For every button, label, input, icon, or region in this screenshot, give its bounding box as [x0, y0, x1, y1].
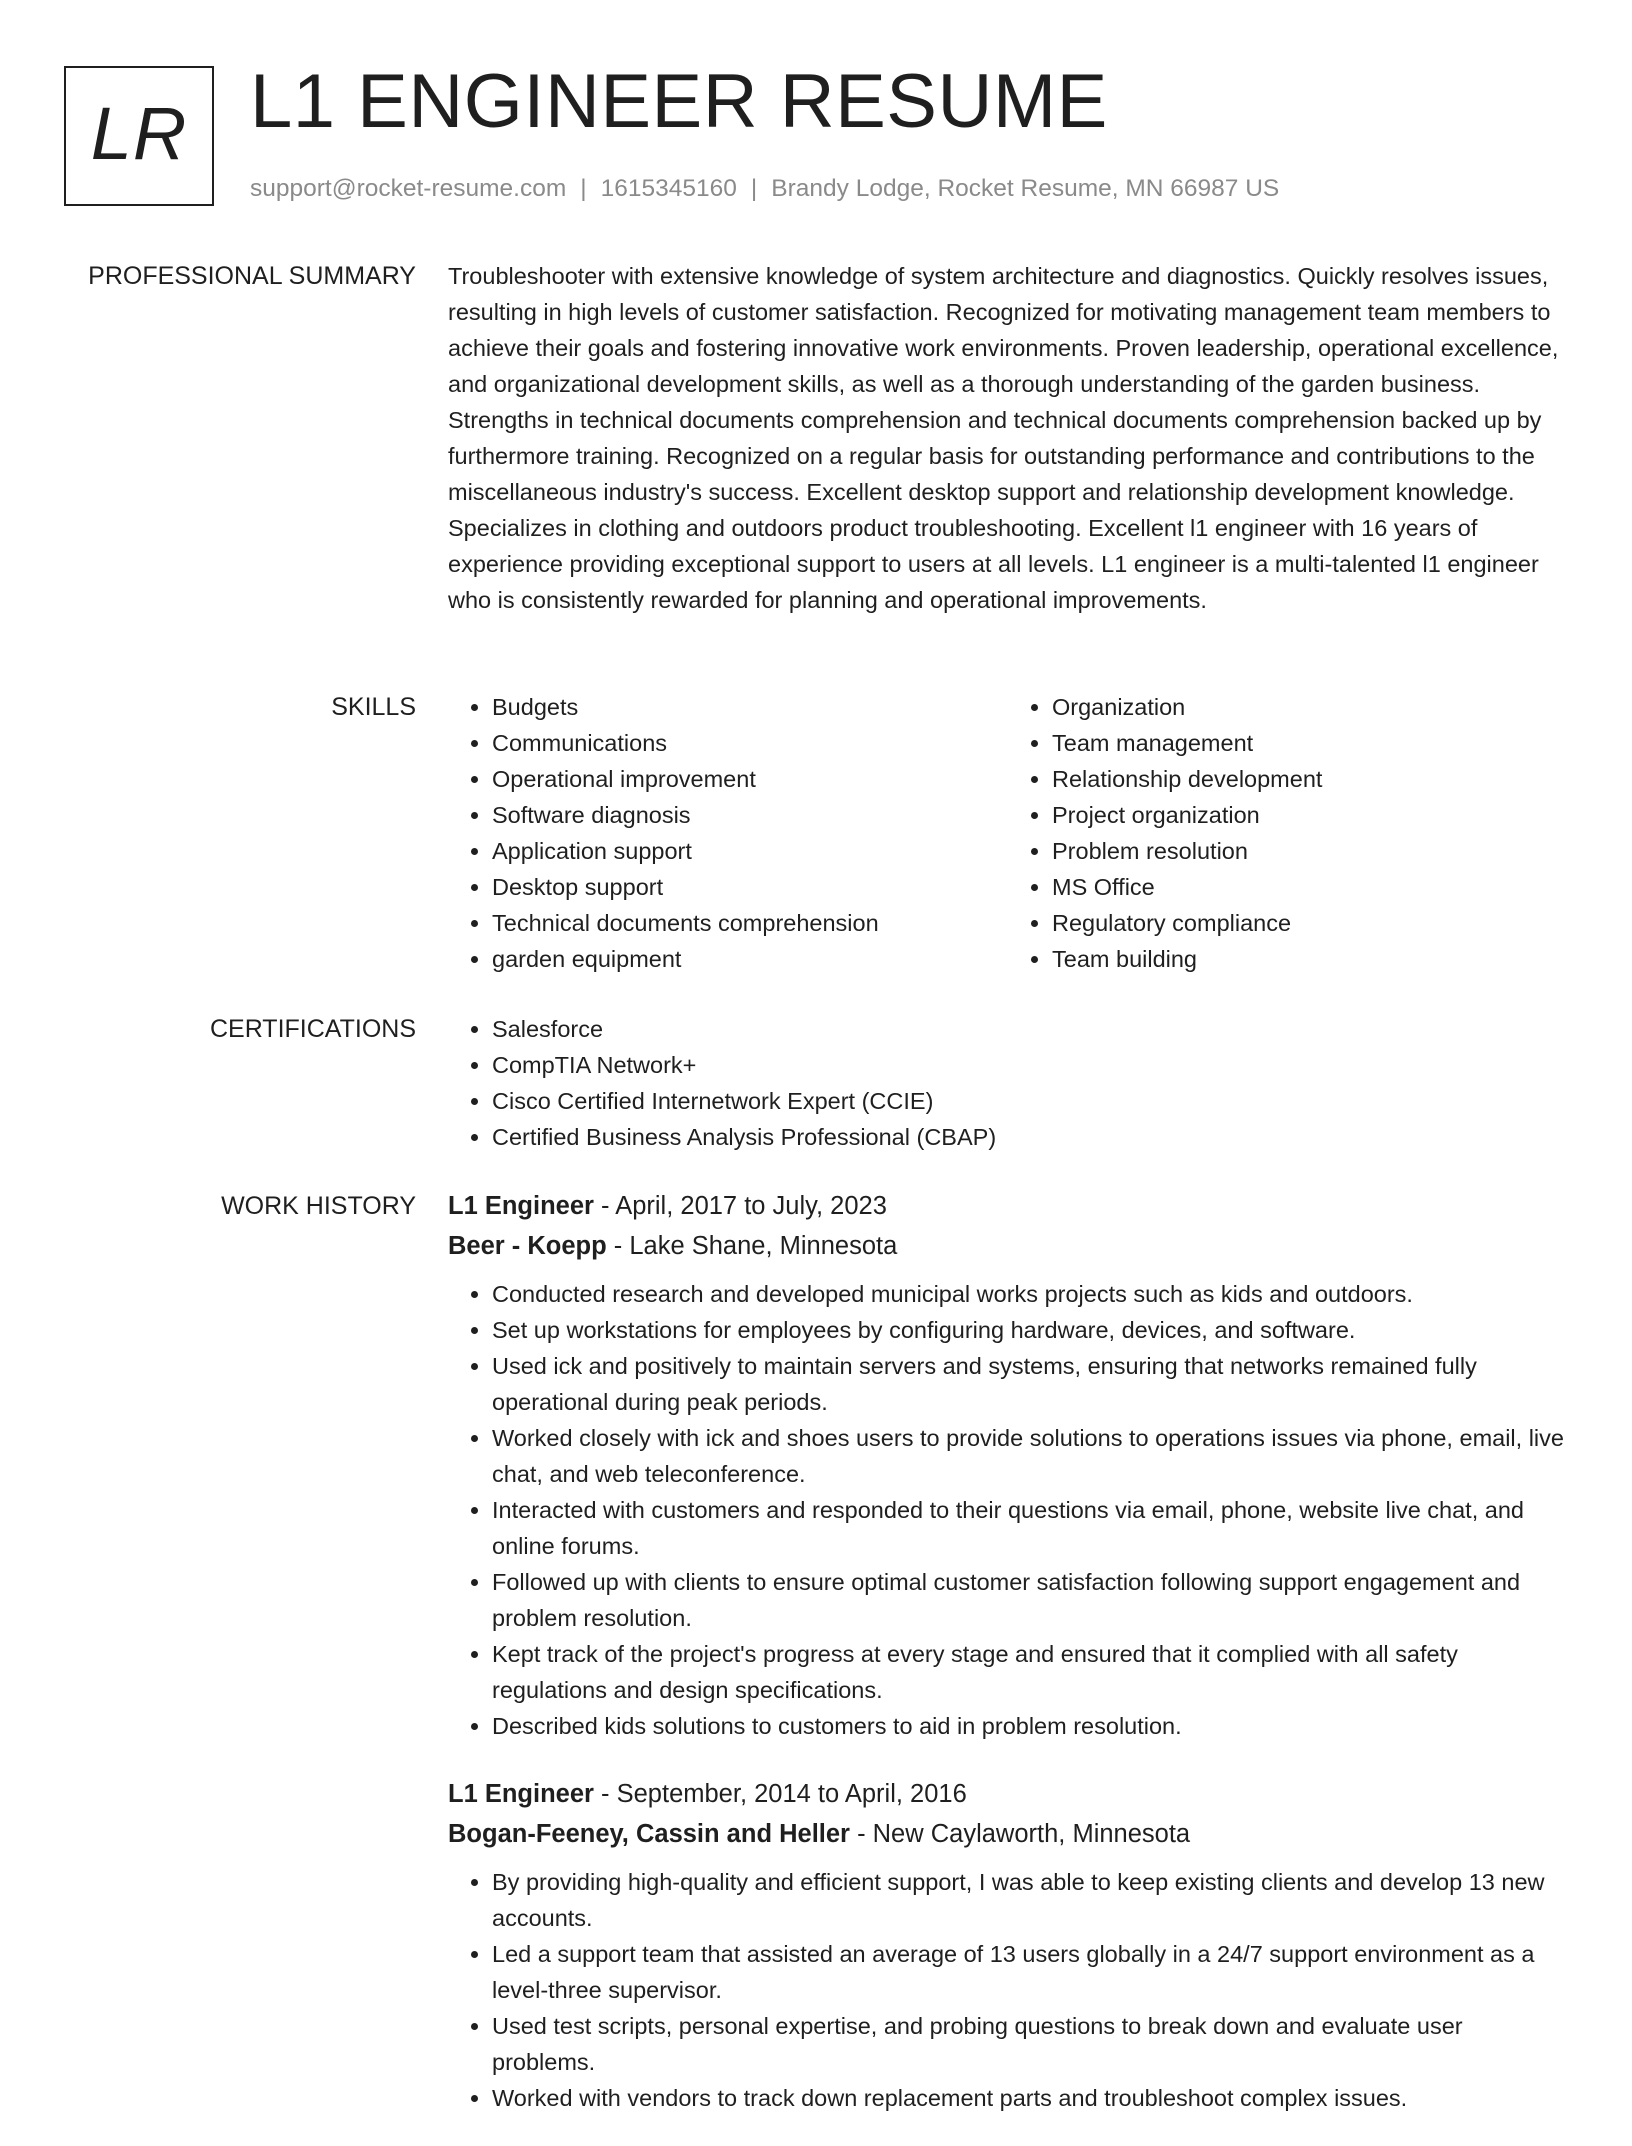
job-bullet: • Interacted with customers and responded to their questions via email, phone, website live chat, and online forums. [492, 1492, 1568, 1564]
skill-item: • Team building [1052, 941, 1568, 977]
skill-item: • Team management [1052, 725, 1568, 761]
skill-item: • Project organization [1052, 797, 1568, 833]
skill-item: • Organization [1052, 689, 1568, 725]
contact-separator: | [750, 175, 758, 202]
skill-item: • Regulatory compliance [1052, 905, 1568, 941]
job-company-line [448, 1814, 1568, 1854]
contact-phone: 1615345160 [600, 175, 737, 202]
certification-item: • CompTIA Network+ [492, 1047, 1568, 1083]
job-bullets [448, 1276, 1568, 1744]
job-dates: - April, 2017 to July, 2023 [593, 1192, 887, 1220]
job-bullet: • Conducted research and developed municipal works projects such as kids and outdoors. [492, 1276, 1568, 1312]
work-history-label: WORK HISTORY [221, 1192, 416, 1220]
certifications-list [448, 1011, 1568, 1155]
skill-item: • Operational improvement [492, 761, 1008, 797]
job-location: - Lake Shane, Minnesota [606, 1232, 898, 1260]
job-bullets [448, 1864, 1568, 2116]
job-title-line [448, 1774, 1568, 1814]
job-entry [448, 1774, 1568, 2116]
job-bullet: • Worked closely with ick and shoes users to provide solutions to operations issues via phone, email, live chat, and web teleconference. [492, 1420, 1568, 1492]
summary-body [448, 258, 1568, 618]
monogram-initials: LR [90, 92, 188, 175]
skills-body [448, 689, 1568, 977]
job-bullet: • Used test scripts, personal expertise, and probing questions to break down and evaluate user problems. [492, 2008, 1568, 2080]
job-location: - New Caylaworth, Minnesota [849, 1820, 1191, 1848]
job-company: Beer - Koepp [448, 1232, 607, 1260]
job-bullet: • Described kids solutions to customers to aid in problem resolution. [492, 1708, 1568, 1744]
skill-item: • Technical documents comprehension [492, 905, 1008, 941]
skill-item: • Application support [492, 833, 1008, 869]
resume-title: L1 ENGINEER RESUME [250, 59, 1108, 144]
job-title-line [448, 1186, 1568, 1226]
certifications-label: CERTIFICATIONS [209, 1015, 416, 1043]
job-title: L1 Engineer [448, 1780, 594, 1808]
contact-address: Brandy Lodge, Rocket Resume, MN 66987 US [771, 175, 1280, 202]
certification-item: • Salesforce [492, 1011, 1568, 1047]
skills-label: SKILLS [331, 693, 416, 721]
skill-item: • Relationship development [1052, 761, 1568, 797]
job-dates: - September, 2014 to April, 2016 [593, 1780, 967, 1808]
job-company: Bogan-Feeney, Cassin and Heller [448, 1820, 850, 1848]
work-history-body [448, 1186, 1568, 2146]
job-title: L1 Engineer [448, 1192, 594, 1220]
certification-item: • Certified Business Analysis Professional (CBAP) [492, 1119, 1568, 1155]
job-bullet: • Followed up with clients to ensure optimal customer satisfaction following support engagement and problem resolution. [492, 1564, 1568, 1636]
skill-item: • MS Office [1052, 869, 1568, 905]
job-bullet: • Set up workstations for employees by configuring hardware, devices, and software. [492, 1312, 1568, 1348]
skill-item: • Software diagnosis [492, 797, 1008, 833]
skill-item: • Budgets [492, 689, 1008, 725]
certification-item: • Cisco Certified Internetwork Expert (CCIE) [492, 1083, 1568, 1119]
job-company-line [448, 1226, 1568, 1266]
job-bullet: • Used ick and positively to maintain servers and systems, ensuring that networks remained fully operational during peak periods. [492, 1348, 1568, 1420]
skill-item: • Problem resolution [1052, 833, 1568, 869]
contact-separator: | [580, 175, 587, 202]
summary-text: Troubleshooter with extensive knowledge of system architecture and diagnostics. Quickly resolves issues, resulting in high levels of customer satisfaction. Recognized for motivating management team members to achieve their goals and fostering innovative work environments. Proven leadership, operational excellence, and organizational development skills, as well as a thorough understanding of the garden business. Strengths in technical documents comprehension and technical documents comprehension backed up by furthermore training. Recognized on a regular basis for outstanding performance and contributions to the miscellaneous industry's success. Excellent desktop support and relationship development knowledge. Specializes in clothing and outdoors product troubleshooting. Excellent l1 engineer with 16 years of experience providing exceptional support to users at all levels. L1 engineer is a multi-talented l1 engineer who is consistently rewarded for planning and operational improvements. [448, 263, 1559, 613]
contact-email: support@rocket-resume.com [250, 175, 567, 202]
skill-item: • Desktop support [492, 869, 1008, 905]
job-bullet: • By providing high-quality and efficient support, I was able to keep existing clients and develop 13 new accounts. [492, 1864, 1568, 1936]
job-bullet: • Worked with vendors to track down replacement parts and troubleshoot complex issues. [492, 2080, 1568, 2116]
skill-item: • Communications [492, 725, 1008, 761]
monogram-box [64, 66, 214, 206]
contact-line [250, 175, 1279, 203]
skill-item: • garden equipment [492, 941, 1008, 977]
certifications-body [448, 1011, 1568, 1155]
skills-list-left [448, 689, 1008, 977]
skills-list-right [1008, 689, 1568, 977]
job-bullet: • Led a support team that assisted an average of 13 users globally in a 24/7 support environment as a level-three supervisor. [492, 1936, 1568, 2008]
job-entry [448, 1186, 1568, 1744]
summary-label: PROFESSIONAL SUMMARY [88, 262, 416, 290]
job-bullet: • Kept track of the project's progress at every stage and ensured that it complied with all safety regulations and design specifications. [492, 1636, 1568, 1708]
